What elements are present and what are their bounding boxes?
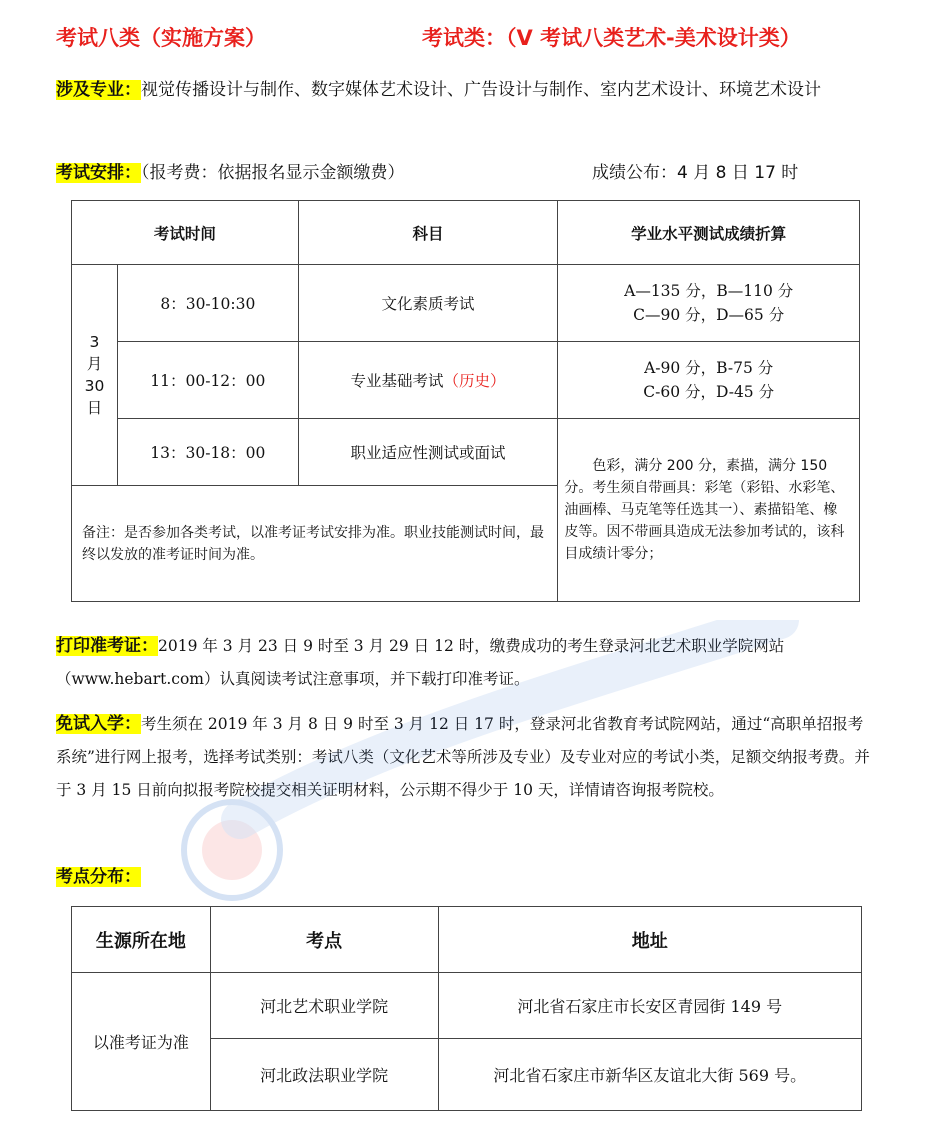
score-line: C—90 分，D—65 分 xyxy=(633,306,785,324)
schedule-header-row xyxy=(72,201,860,265)
exam-subject-cell xyxy=(298,342,558,419)
exempt-label: 免试入学： xyxy=(56,714,141,734)
majors-label: 涉及专业： xyxy=(56,80,141,100)
header-time: 考试时间 xyxy=(72,201,299,265)
exam-site: 河北政法职业学院 xyxy=(210,1039,438,1111)
schedule-row xyxy=(72,419,860,486)
origin-cell: 以准考证为准 xyxy=(72,973,211,1111)
exam-time: 11：00-12：00 xyxy=(117,342,298,419)
exempt-text: 考生须在 2019 年 3 月 8 日 9 时至 3 月 12 日 17 时，登录河北省教育考试院网站，通过“高职单招报考系统”进行网上报考，选择考试类别：考试八类（文化艺术等所涉及专业）及专业对应的考试小类，足额交纳报考费。并于 3 月 15 日前向拟报考院校提交相关证明材料，公示期不得少于 10 天，详情请咨询报考院校。 xyxy=(56,715,870,799)
schedule-label: 考试安排： xyxy=(56,163,141,183)
locations-table xyxy=(71,906,862,1111)
site-address: 河北省石家庄市新华区友谊北大街 569 号。 xyxy=(438,1039,861,1111)
print-text: 2019 年 3 月 23 日 9 时至 3 月 29 日 12 时，缴费成功的考生登录河北艺术职业学院网站（www.hebart.com）认真阅读考试注意事项，并下载打印准考证。 xyxy=(56,637,785,688)
remark-cell: 备注：是否参加各类考试，以准考证考试安排为准。职业技能测试时间，最终以发放的准考证时间为准。 xyxy=(72,486,558,602)
date-part: 3 xyxy=(89,333,100,351)
schedule-row xyxy=(72,265,860,342)
exempt-paragraph xyxy=(56,708,874,807)
exam-time: 13：30-18：00 xyxy=(117,419,298,486)
score-conversion xyxy=(558,265,860,342)
exam-subject: 专业基础考试 xyxy=(350,372,444,390)
exam-category: 考试类：（V 考试八类艺术-美术设计类） xyxy=(422,26,801,50)
exam-subject: 文化素质考试 xyxy=(298,265,558,342)
majors-text: 视觉传播设计与制作、数字媒体艺术设计、广告设计与制作、室内艺术设计、环境艺术设计 xyxy=(141,80,821,100)
schedule-line xyxy=(56,158,405,183)
score-line: C-60 分，D-45 分 xyxy=(643,383,775,401)
locations-header-row xyxy=(72,907,862,973)
seal-core xyxy=(202,820,262,880)
location-row xyxy=(72,973,862,1039)
doc-title: 考试八类（实施方案） xyxy=(56,26,266,50)
exam-site: 河北艺术职业学院 xyxy=(210,973,438,1039)
date-part: 月 xyxy=(86,355,103,373)
header-score: 学业水平测试成绩折算 xyxy=(558,201,860,265)
score-line: A-90 分，B-75 分 xyxy=(644,359,774,377)
schedule-row xyxy=(72,342,860,419)
schedule-table xyxy=(71,200,860,602)
exam-date-cell xyxy=(72,265,118,486)
date-part: 30 xyxy=(84,377,105,395)
result-date: 成绩公布：4 月 8 日 17 时 xyxy=(592,163,799,183)
fee-note: （报考费：依据报名显示金额缴费） xyxy=(141,163,405,183)
header-address: 地址 xyxy=(438,907,861,973)
header-origin: 生源所在地 xyxy=(72,907,211,973)
art-note-text: 色彩，满分 200 分，素描，满分 150 分。考生须自带画具：彩笔（彩铅、水彩笔、油画棒、马克笔等任选其一）、素描铅笔、橡皮等。因不带画具造成无法参加考试的，该科目成绩计零分； xyxy=(564,458,845,562)
score-line: A—135 分，B—110 分 xyxy=(624,282,794,300)
print-paragraph xyxy=(56,630,874,696)
header-subject: 科目 xyxy=(298,201,558,265)
seal-ring xyxy=(184,802,280,898)
exam-time: 8：30-10:30 xyxy=(117,265,298,342)
majors-paragraph xyxy=(56,70,874,110)
locations-heading xyxy=(56,862,141,887)
locations-label: 考点分布： xyxy=(56,867,141,887)
subject-highlight: （历史） xyxy=(443,372,506,390)
date-part: 日 xyxy=(86,399,103,417)
print-label: 打印准考证： xyxy=(56,636,158,656)
exam-subject: 职业适应性测试或面试 xyxy=(298,419,558,486)
site-address: 河北省石家庄市长安区青园街 149 号 xyxy=(438,973,861,1039)
score-conversion xyxy=(558,342,860,419)
art-materials-note xyxy=(558,419,860,602)
header-site: 考点 xyxy=(210,907,438,973)
